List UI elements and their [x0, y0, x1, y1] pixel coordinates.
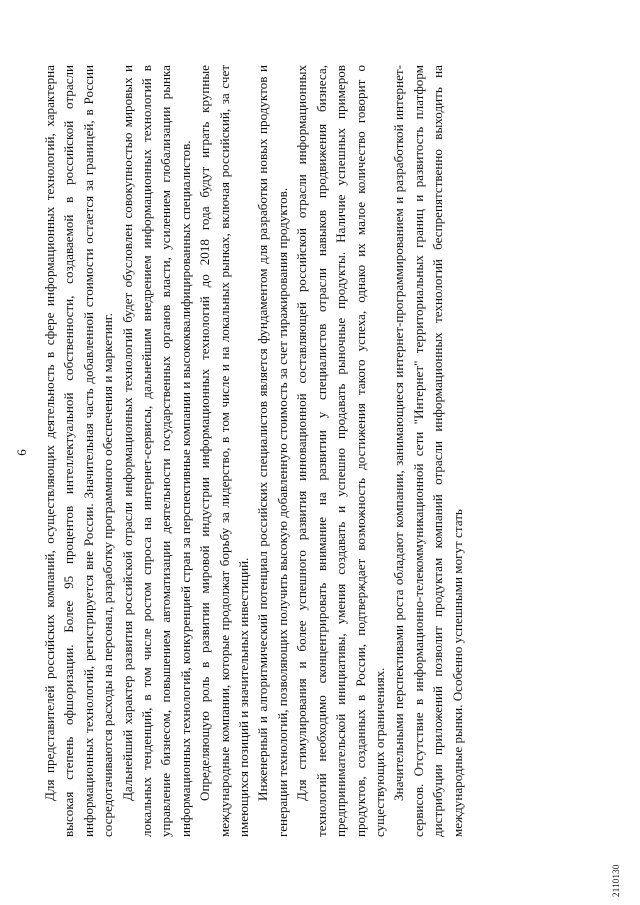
paragraph: Для стимулирования и более успешного развития инновационной составляющей российской отрасли информационных технологий необходимо сконцентрировать внимание на развитии у специалистов отрасли навыков продвижения бизнеса, предпринимательской инициативы, умения создавать и успешно продавать рыночные продукты. Наличие успешных примеров продуктов, созданных в России, подтверждает возможность достижения такого успеха, однако их малое количество говорит о существующих ограничениях.: [294, 65, 387, 837]
paragraph: Значительными перспективами роста обладают компании, занимающиеся интернет-программированием и разработкой интернет-сервисов. Отсутствие в информационно-телекоммуникационной сети "Интернет" территориальных границ и развитость платформ дистрибуции приложений позволит продуктам компаний отрасли информационных технологий беспрепятственно выходить на международные рынки. Особенно успешными могут стать: [391, 65, 465, 837]
page-number: 6: [14, 449, 29, 456]
paragraph: Дальнейший характер развития российской отрасли информационных технологий будет обусловлен совокупностью мировых и локальных тенденций, в том числе ростом спроса на интернет-сервисы, дальнейшим внедрением информационных технологий в управление бизнесом, повышением автоматизации деятельности государственных органов власти, усилением глобализации рынка информационных технологий, конкуренцией стран за перспективные компании и высококвалифицированных специалистов.: [119, 65, 193, 837]
paragraph: Для представителей российских компаний, осуществляющих деятельность в сфере информационных технологий, характерна высокая степень офшоризации. Более 95 процентов интеллектуальной собственности, создаваемой в российской отрасли информационных технологий, регистрируется вне России. Значительная часть добавленной стоимости остается за границей, в России сосредотачиваются расходы на персонал, разработку программного обеспечения и маркетинг.: [42, 65, 116, 837]
paragraph: Определяющую роль в развитии мировой индустрии информационных технологий до 2018 года будут играть крупные международные компании, которые продолжат борьбу за лидерство, в том числе и на локальных рынках, включая российский, за счет имеющихся позиций и значительных инвестиций.: [197, 65, 252, 837]
document-code: 2110130: [611, 864, 621, 897]
document-body: [40, 65, 467, 837]
paragraph: Инженерный и алгоритмический потенциал российских специалистов является фундаментом для разработки новых продуктов и генерации технологий, позволяющих получить высокую добавленную стоимость за счет тиражирования продуктов.: [255, 65, 290, 837]
